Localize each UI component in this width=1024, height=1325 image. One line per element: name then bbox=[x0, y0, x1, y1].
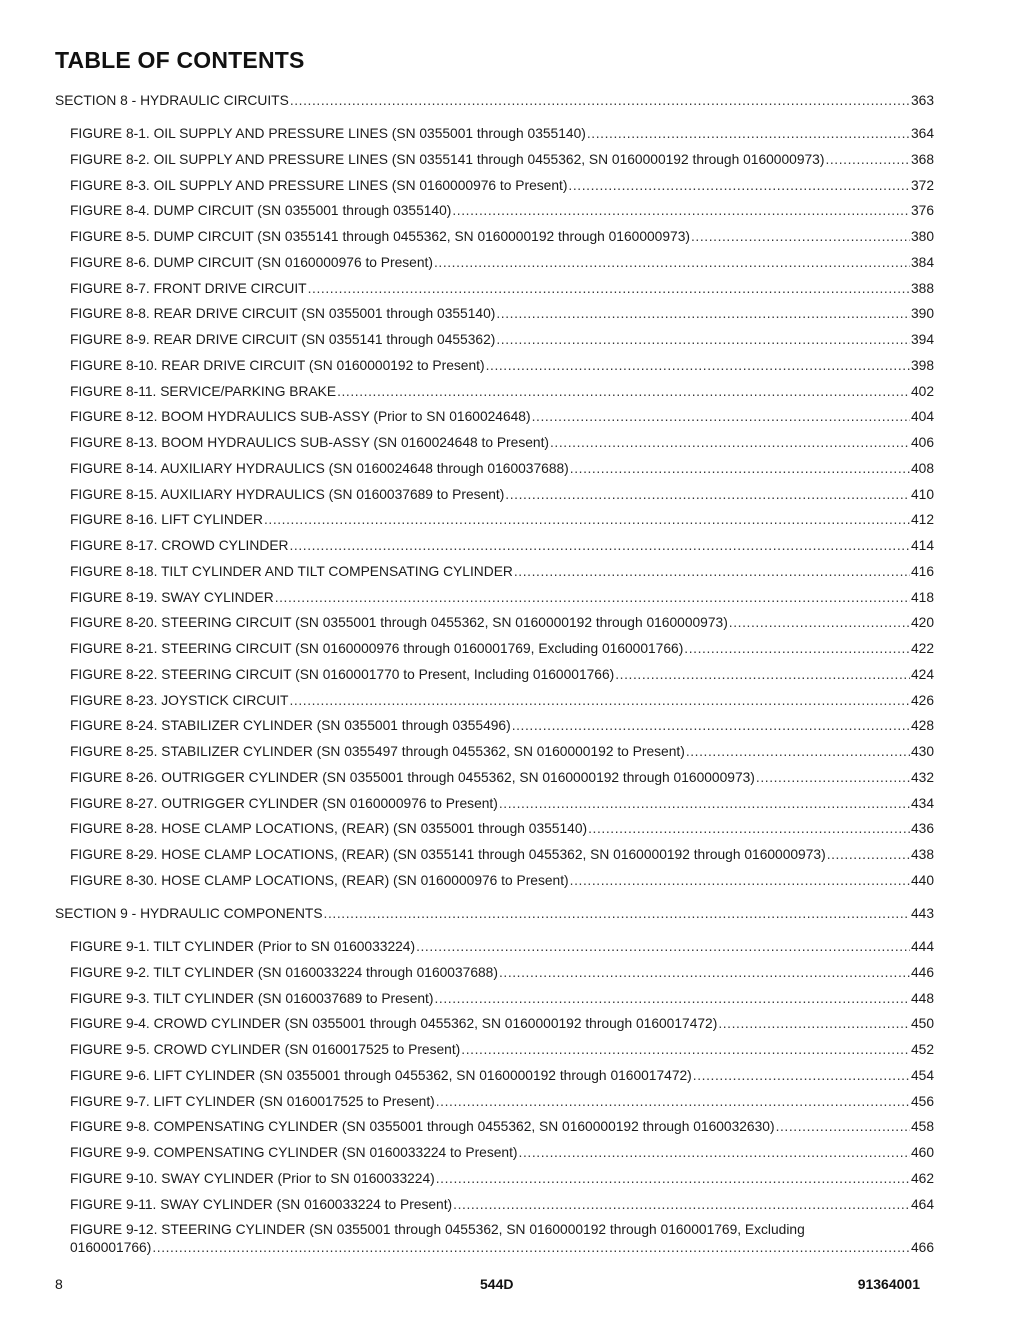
toc-figure-page: 420 bbox=[910, 615, 934, 630]
toc-figure-entry[interactable] bbox=[70, 434, 934, 452]
toc-figure-entry[interactable] bbox=[70, 305, 934, 323]
toc-figure-entry[interactable] bbox=[70, 666, 934, 684]
toc-figure-label: FIGURE 9-8. COMPENSATING CYLINDER (SN 0355001 through 0455362, SN 0160000192 through 0160032630) bbox=[70, 1119, 775, 1134]
dot-leader bbox=[453, 1196, 910, 1214]
dot-leader bbox=[550, 434, 910, 452]
dot-leader bbox=[505, 486, 910, 504]
toc-figure-page: 454 bbox=[910, 1068, 934, 1083]
toc-figure-label: FIGURE 8-10. REAR DRIVE CIRCUIT (SN 0160000192 to Present) bbox=[70, 358, 485, 373]
toc-figure-label: FIGURE 8-9. REAR DRIVE CIRCUIT (SN 0355141 through 0455362) bbox=[70, 332, 496, 347]
toc-section-label: SECTION 9 - HYDRAULIC COMPONENTS bbox=[55, 906, 323, 921]
toc-figure-label: FIGURE 8-6. DUMP CIRCUIT (SN 0160000976 to Present) bbox=[70, 255, 433, 270]
toc-figure-page: 368 bbox=[910, 152, 934, 167]
dot-leader bbox=[588, 820, 910, 838]
toc-figure-page: 404 bbox=[910, 409, 934, 424]
dot-leader bbox=[499, 795, 910, 813]
dot-leader bbox=[461, 1041, 910, 1059]
footer-page-number: 8 bbox=[55, 1276, 63, 1292]
toc-figure-page: 452 bbox=[910, 1042, 934, 1057]
dot-leader bbox=[152, 1239, 910, 1257]
toc-figure-entry[interactable] bbox=[70, 717, 934, 735]
toc-figure-page: 448 bbox=[910, 991, 934, 1006]
dot-leader bbox=[729, 614, 910, 632]
toc-figure-page: 376 bbox=[910, 203, 934, 218]
toc-figure-entry[interactable] bbox=[70, 228, 934, 246]
dot-leader bbox=[496, 331, 910, 349]
toc-figure-entry[interactable] bbox=[70, 769, 934, 787]
toc-figure-page: 450 bbox=[910, 1016, 934, 1031]
toc-figure-label: FIGURE 8-4. DUMP CIRCUIT (SN 0355001 through 0355140) bbox=[70, 203, 452, 218]
dot-leader bbox=[776, 1118, 910, 1136]
toc-figure-label: FIGURE 8-20. STEERING CIRCUIT (SN 0355001 through 0455362, SN 0160000192 through 0160000973) bbox=[70, 615, 728, 630]
toc-figure-label: FIGURE 8-19. SWAY CYLINDER bbox=[70, 590, 274, 605]
toc-figure-page: 406 bbox=[910, 435, 934, 450]
toc-figure-entry[interactable] bbox=[70, 1170, 934, 1188]
toc-figure-page: 436 bbox=[910, 821, 934, 836]
dot-leader bbox=[337, 383, 910, 401]
dot-leader bbox=[289, 537, 909, 555]
dot-leader bbox=[825, 151, 910, 169]
toc-figure-entry[interactable] bbox=[70, 1118, 934, 1136]
toc-figure-entry[interactable] bbox=[70, 254, 934, 272]
toc-figure-label: FIGURE 8-5. DUMP CIRCUIT (SN 0355141 through 0455362, SN 0160000192 through 0160000973) bbox=[70, 229, 690, 244]
toc-figure-entry[interactable] bbox=[70, 990, 934, 1008]
toc-figure-entry[interactable] bbox=[70, 331, 934, 349]
toc-figure-page: 466 bbox=[910, 1240, 934, 1255]
toc-figure-entry[interactable] bbox=[70, 280, 934, 298]
toc-figure-page: 408 bbox=[910, 461, 934, 476]
dot-leader bbox=[615, 666, 910, 684]
dot-leader bbox=[496, 305, 910, 323]
dot-leader bbox=[512, 717, 910, 735]
toc-figure-entry[interactable] bbox=[70, 537, 934, 555]
toc-figure-label: FIGURE 8-3. OIL SUPPLY AND PRESSURE LINES (SN 0160000976 to Present) bbox=[70, 178, 568, 193]
toc-figure-page: 424 bbox=[910, 667, 934, 682]
dot-leader bbox=[290, 92, 910, 110]
dot-leader bbox=[486, 357, 910, 375]
dot-leader bbox=[570, 460, 910, 478]
toc-figure-label: FIGURE 8-11. SERVICE/PARKING BRAKE bbox=[70, 384, 337, 399]
toc-figure-page: 456 bbox=[910, 1094, 934, 1109]
toc-figure-page: 422 bbox=[910, 641, 934, 656]
dot-leader bbox=[436, 1170, 910, 1188]
footer-doc-number: 91364001 bbox=[857, 1276, 920, 1292]
toc-figure-page: 462 bbox=[910, 1171, 934, 1186]
dot-leader bbox=[324, 905, 910, 923]
toc-figure-label: FIGURE 8-7. FRONT DRIVE CIRCUIT bbox=[70, 281, 307, 296]
dot-leader bbox=[693, 1067, 910, 1085]
toc-figure-label: FIGURE 8-21. STEERING CIRCUIT (SN 0160000976 through 0160001769, Excluding 0160001766) bbox=[70, 641, 684, 656]
toc-figure-label: FIGURE 8-17. CROWD CYLINDER bbox=[70, 538, 289, 553]
toc-figure-label: FIGURE 9-1. TILT CYLINDER (Prior to SN 0160033224) bbox=[70, 939, 416, 954]
dot-leader bbox=[568, 177, 910, 195]
dot-leader bbox=[691, 228, 910, 246]
toc-figure-label: FIGURE 9-3. TILT CYLINDER (SN 0160037689 to Present) bbox=[70, 991, 434, 1006]
toc-figure-entry[interactable] bbox=[70, 408, 934, 426]
toc-figure-entry[interactable] bbox=[70, 177, 934, 195]
toc-figure-page: 398 bbox=[910, 358, 934, 373]
toc-figure-page: 372 bbox=[910, 178, 934, 193]
toc-figure-entry[interactable] bbox=[70, 563, 934, 581]
dot-leader bbox=[308, 280, 910, 298]
toc-figure-entry[interactable] bbox=[70, 1221, 934, 1257]
toc-section-page: 363 bbox=[910, 93, 934, 108]
toc-section-entry[interactable] bbox=[55, 92, 934, 110]
toc-section-label: SECTION 8 - HYDRAULIC CIRCUITS bbox=[55, 93, 289, 108]
dot-leader bbox=[570, 872, 910, 890]
toc-figure-label: FIGURE 9-12. STEERING CYLINDER (SN 0355001 through 0455362, SN 0160000192 through 0160001769, Excluding bbox=[70, 1222, 805, 1237]
toc-figure-line2 bbox=[70, 1239, 934, 1257]
toc-figure-label: FIGURE 8-26. OUTRIGGER CYLINDER (SN 0355001 through 0455362, SN 0160000192 through 0160000973) bbox=[70, 770, 755, 785]
dot-leader bbox=[532, 408, 910, 426]
toc-figure-line1 bbox=[70, 1221, 934, 1239]
toc-figure-entry[interactable] bbox=[70, 872, 934, 890]
toc-figure-label: FIGURE 9-11. SWAY CYLINDER (SN 0160033224 to Present) bbox=[70, 1197, 453, 1212]
dot-leader bbox=[827, 846, 910, 864]
toc-figure-label: FIGURE 8-29. HOSE CLAMP LOCATIONS, (REAR) (SN 0355141 through 0455362, SN 0160000192 through 0160000973) bbox=[70, 847, 826, 862]
toc-figure-label: FIGURE 8-22. STEERING CIRCUIT (SN 0160001770 to Present, Including 0160001766) bbox=[70, 667, 615, 682]
dot-leader bbox=[289, 692, 909, 710]
toc-figure-label: FIGURE 9-4. CROWD CYLINDER (SN 0355001 through 0455362, SN 0160000192 through 0160017472) bbox=[70, 1016, 718, 1031]
toc-figure-label: FIGURE 8-24. STABILIZER CYLINDER (SN 0355001 through 0355496) bbox=[70, 718, 511, 733]
toc-figure-page: 458 bbox=[910, 1119, 934, 1134]
toc-figure-page: 426 bbox=[910, 693, 934, 708]
toc-figure-label: FIGURE 9-10. SWAY CYLINDER (Prior to SN 0160033224) bbox=[70, 1171, 435, 1186]
toc-figure-label: FIGURE 8-2. OIL SUPPLY AND PRESSURE LINES (SN 0355141 through 0455362, SN 0160000192 through 0160000973) bbox=[70, 152, 825, 167]
toc-figure-label: FIGURE 8-14. AUXILIARY HYDRAULICS (SN 0160024648 through 0160037688) bbox=[70, 461, 569, 476]
toc-figure-page: 460 bbox=[910, 1145, 934, 1160]
toc-figure-page: 402 bbox=[910, 384, 934, 399]
toc-figure-label: FIGURE 9-6. LIFT CYLINDER (SN 0355001 through 0455362, SN 0160000192 through 0160017472) bbox=[70, 1068, 692, 1083]
toc-figure-label: FIGURE 8-25. STABILIZER CYLINDER (SN 0355497 through 0455362, SN 0160000192 to Present) bbox=[70, 744, 685, 759]
toc-figure-label: FIGURE 8-1. OIL SUPPLY AND PRESSURE LINES (SN 0355001 through 0355140) bbox=[70, 126, 586, 141]
page-title: TABLE OF CONTENTS bbox=[55, 47, 305, 73]
toc-figure-page: 364 bbox=[910, 126, 934, 141]
toc-figure-entry[interactable] bbox=[70, 511, 934, 529]
toc-figure-entry[interactable] bbox=[70, 846, 934, 864]
toc-figure-entry[interactable] bbox=[70, 1144, 934, 1162]
dot-leader bbox=[519, 1144, 910, 1162]
toc-figure-entry[interactable] bbox=[70, 1093, 934, 1111]
toc-figure-page: 430 bbox=[910, 744, 934, 759]
toc-figure-label: FIGURE 8-12. BOOM HYDRAULICS SUB-ASSY (Prior to SN 0160024648) bbox=[70, 409, 531, 424]
dot-leader bbox=[756, 769, 910, 787]
toc-figure-entry[interactable] bbox=[70, 357, 934, 375]
toc-figure-entry[interactable] bbox=[70, 202, 934, 220]
toc-figure-entry[interactable] bbox=[70, 383, 934, 401]
toc-figure-page: 412 bbox=[910, 512, 934, 527]
dot-leader bbox=[275, 589, 910, 607]
toc-figure-page: 446 bbox=[910, 965, 934, 980]
dot-leader bbox=[587, 125, 910, 143]
toc-figure-label: FIGURE 9-5. CROWD CYLINDER (SN 0160017525 to Present) bbox=[70, 1042, 461, 1057]
toc-figure-entry[interactable] bbox=[70, 964, 934, 982]
toc-figure-page: 384 bbox=[910, 255, 934, 270]
toc-figure-label: FIGURE 9-7. LIFT CYLINDER (SN 0160017525 to Present) bbox=[70, 1094, 435, 1109]
toc-figure-label: FIGURE 8-28. HOSE CLAMP LOCATIONS, (REAR) (SN 0355001 through 0355140) bbox=[70, 821, 588, 836]
toc-figure-entry[interactable] bbox=[70, 795, 934, 813]
toc-figure-label: FIGURE 8-13. BOOM HYDRAULICS SUB-ASSY (SN 0160024648 to Present) bbox=[70, 435, 549, 450]
toc-figure-page: 438 bbox=[910, 847, 934, 862]
toc-figure-entry[interactable] bbox=[70, 1015, 934, 1033]
toc-figure-page: 432 bbox=[910, 770, 934, 785]
dot-leader bbox=[686, 743, 910, 761]
toc-figure-page: 380 bbox=[910, 229, 934, 244]
toc-figure-label: FIGURE 8-30. HOSE CLAMP LOCATIONS, (REAR) (SN 0160000976 to Present) bbox=[70, 873, 569, 888]
toc-figure-page: 464 bbox=[910, 1197, 934, 1212]
dot-leader bbox=[416, 938, 910, 956]
toc-figure-label: FIGURE 8-18. TILT CYLINDER AND TILT COMPENSATING CYLINDER bbox=[70, 564, 513, 579]
toc-figure-page: 394 bbox=[910, 332, 934, 347]
dot-leader bbox=[434, 254, 910, 272]
toc-figure-entry[interactable] bbox=[70, 640, 934, 658]
toc-figure-entry[interactable] bbox=[70, 125, 934, 143]
dot-leader bbox=[684, 640, 910, 658]
toc-figure-page: 428 bbox=[910, 718, 934, 733]
dot-leader bbox=[514, 563, 910, 581]
toc-figure-page: 416 bbox=[910, 564, 934, 579]
toc-figure-entry[interactable] bbox=[70, 486, 934, 504]
toc-figure-entry[interactable] bbox=[70, 589, 934, 607]
toc-figure-entry[interactable] bbox=[70, 820, 934, 838]
toc-figure-page: 388 bbox=[910, 281, 934, 296]
footer-model: 544D bbox=[480, 1276, 514, 1292]
dot-leader bbox=[264, 511, 910, 529]
toc-figure-entry[interactable] bbox=[70, 743, 934, 761]
toc-figure-page: 418 bbox=[910, 590, 934, 605]
toc-figure-entry[interactable] bbox=[70, 1196, 934, 1214]
toc-figure-page: 434 bbox=[910, 796, 934, 811]
toc-figure-entry[interactable] bbox=[70, 692, 934, 710]
toc-figure-page: 414 bbox=[910, 538, 934, 553]
toc-figure-entry[interactable] bbox=[70, 614, 934, 632]
toc-figure-label: FIGURE 8-16. LIFT CYLINDER bbox=[70, 512, 263, 527]
toc-figure-label: FIGURE 9-2. TILT CYLINDER (SN 0160033224 through 0160037688) bbox=[70, 965, 498, 980]
dot-leader bbox=[434, 990, 909, 1008]
dot-leader bbox=[452, 202, 910, 220]
toc-figure-entry[interactable] bbox=[70, 1067, 934, 1085]
toc-figure-page: 444 bbox=[910, 939, 934, 954]
toc-figure-label: FIGURE 8-8. REAR DRIVE CIRCUIT (SN 0355001 through 0355140) bbox=[70, 306, 496, 321]
toc-section-page: 443 bbox=[910, 906, 934, 921]
toc-figure-entry[interactable] bbox=[70, 1041, 934, 1059]
dot-leader bbox=[718, 1015, 910, 1033]
toc-figure-page: 410 bbox=[910, 487, 934, 502]
toc-figure-entry[interactable] bbox=[70, 151, 934, 169]
toc-figure-entry[interactable] bbox=[70, 460, 934, 478]
toc-section-entry[interactable] bbox=[55, 905, 934, 923]
toc-figure-page: 390 bbox=[910, 306, 934, 321]
toc-figure-entry[interactable] bbox=[70, 938, 934, 956]
dot-leader bbox=[499, 964, 910, 982]
toc-figure-page: 440 bbox=[910, 873, 934, 888]
toc-figure-label: FIGURE 8-23. JOYSTICK CIRCUIT bbox=[70, 693, 289, 708]
dot-leader bbox=[436, 1093, 910, 1111]
toc-figure-label: FIGURE 8-15. AUXILIARY HYDRAULICS (SN 0160037689 to Present) bbox=[70, 487, 505, 502]
toc-figure-label: FIGURE 8-27. OUTRIGGER CYLINDER (SN 0160000976 to Present) bbox=[70, 796, 498, 811]
toc-figure-label-continued: 0160001766) bbox=[70, 1240, 152, 1255]
toc-figure-label: FIGURE 9-9. COMPENSATING CYLINDER (SN 0160033224 to Present) bbox=[70, 1145, 518, 1160]
